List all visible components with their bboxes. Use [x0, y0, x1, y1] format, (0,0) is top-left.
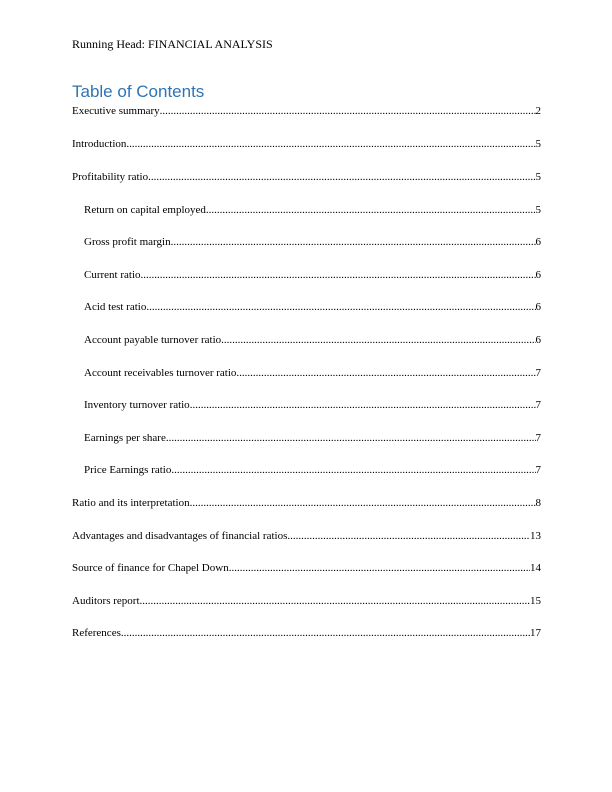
toc-entry-page: 14 — [530, 562, 541, 574]
toc-dot-leader — [229, 561, 530, 575]
toc-entry-label: Return on capital employed — [84, 204, 206, 216]
toc-dot-leader — [190, 496, 536, 510]
toc-entry-label: Advantages and disadvantages of financial ratios — [72, 530, 288, 542]
toc-entry-ratio-and-its-interpretation[interactable] — [72, 496, 541, 510]
toc-entry-label: Account receivables turnover ratio — [84, 367, 237, 379]
toc-entry-earnings-per-share[interactable] — [84, 431, 541, 445]
toc-dot-leader — [146, 300, 535, 314]
toc-list — [72, 0, 541, 792]
toc-entry-page: 15 — [530, 595, 541, 607]
toc-entry-profitability-ratio[interactable] — [72, 170, 541, 184]
toc-entry-page: 7 — [535, 464, 541, 476]
toc-dot-leader — [126, 137, 535, 151]
toc-dot-leader — [121, 626, 530, 640]
toc-entry-label: Auditors report — [72, 595, 140, 607]
toc-entry-label: Acid test ratio — [84, 301, 147, 313]
toc-entry-page: 6 — [535, 334, 541, 346]
running-head: Running Head: FINANCIAL ANALYSIS — [72, 37, 273, 51]
toc-entry-page: 5 — [535, 171, 541, 183]
toc-entry-inventory-turnover-ratio[interactable] — [84, 398, 541, 412]
toc-entry-label: Inventory turnover ratio — [84, 399, 190, 411]
toc-entry-source-of-finance[interactable] — [72, 561, 541, 575]
toc-entry-page: 13 — [530, 530, 541, 542]
toc-entry-account-payable-turnover-ratio[interactable] — [84, 333, 541, 347]
toc-dot-leader — [236, 366, 535, 380]
toc-title: Table of Contents — [72, 82, 205, 101]
toc-entry-references[interactable] — [72, 626, 541, 640]
toc-entry-advantages-and-disadvantages[interactable] — [72, 529, 541, 543]
toc-entry-page: 7 — [535, 367, 541, 379]
toc-entry-gross-profit-margin[interactable] — [84, 235, 541, 249]
toc-entry-page: 5 — [535, 138, 541, 150]
toc-dot-leader — [171, 235, 536, 249]
toc-dot-leader — [221, 333, 535, 347]
toc-entry-page: 2 — [535, 105, 541, 117]
toc-entry-page: 5 — [535, 204, 541, 216]
toc-entry-return-on-capital-employed[interactable] — [84, 203, 541, 217]
toc-entry-label: Executive summary — [72, 105, 160, 117]
toc-dot-leader — [287, 529, 530, 543]
toc-entry-acid-test-ratio[interactable] — [84, 300, 541, 314]
toc-entry-label: Current ratio — [84, 269, 141, 281]
toc-entry-page: 7 — [535, 399, 541, 411]
toc-entry-page: 6 — [535, 301, 541, 313]
toc-entry-account-receivables-turnover-ratio[interactable] — [84, 366, 541, 380]
toc-entry-page: 8 — [535, 497, 541, 509]
toc-entry-label: Introduction — [72, 138, 127, 150]
toc-dot-leader — [141, 268, 536, 282]
toc-entry-label: Source of finance for Chapel Down — [72, 562, 229, 574]
toc-dot-leader — [166, 431, 536, 445]
toc-entry-label: Gross profit margin — [84, 236, 171, 248]
toc-entry-current-ratio[interactable] — [84, 268, 541, 282]
toc-entry-auditors-report[interactable] — [72, 594, 541, 608]
toc-dot-leader — [140, 594, 530, 608]
toc-entry-label: Profitability ratio — [72, 171, 149, 183]
toc-entry-introduction[interactable] — [72, 137, 541, 151]
toc-entry-label: References — [72, 627, 121, 639]
toc-entry-page: 17 — [530, 627, 541, 639]
toc-dot-leader — [190, 398, 536, 412]
toc-entry-label: Account payable turnover ratio — [84, 334, 222, 346]
toc-entry-executive-summary[interactable] — [72, 104, 541, 118]
toc-entry-page: 6 — [535, 269, 541, 281]
toc-entry-price-earnings-ratio[interactable] — [84, 463, 541, 477]
toc-entry-page: 7 — [535, 432, 541, 444]
toc-entry-label: Ratio and its interpretation — [72, 497, 190, 509]
toc-dot-leader — [171, 463, 535, 477]
toc-dot-leader — [160, 104, 536, 118]
toc-entry-page: 6 — [535, 236, 541, 248]
toc-dot-leader — [206, 203, 536, 217]
toc-entry-label: Price Earnings ratio — [84, 464, 172, 476]
toc-dot-leader — [148, 170, 535, 184]
toc-entry-label: Earnings per share — [84, 432, 166, 444]
